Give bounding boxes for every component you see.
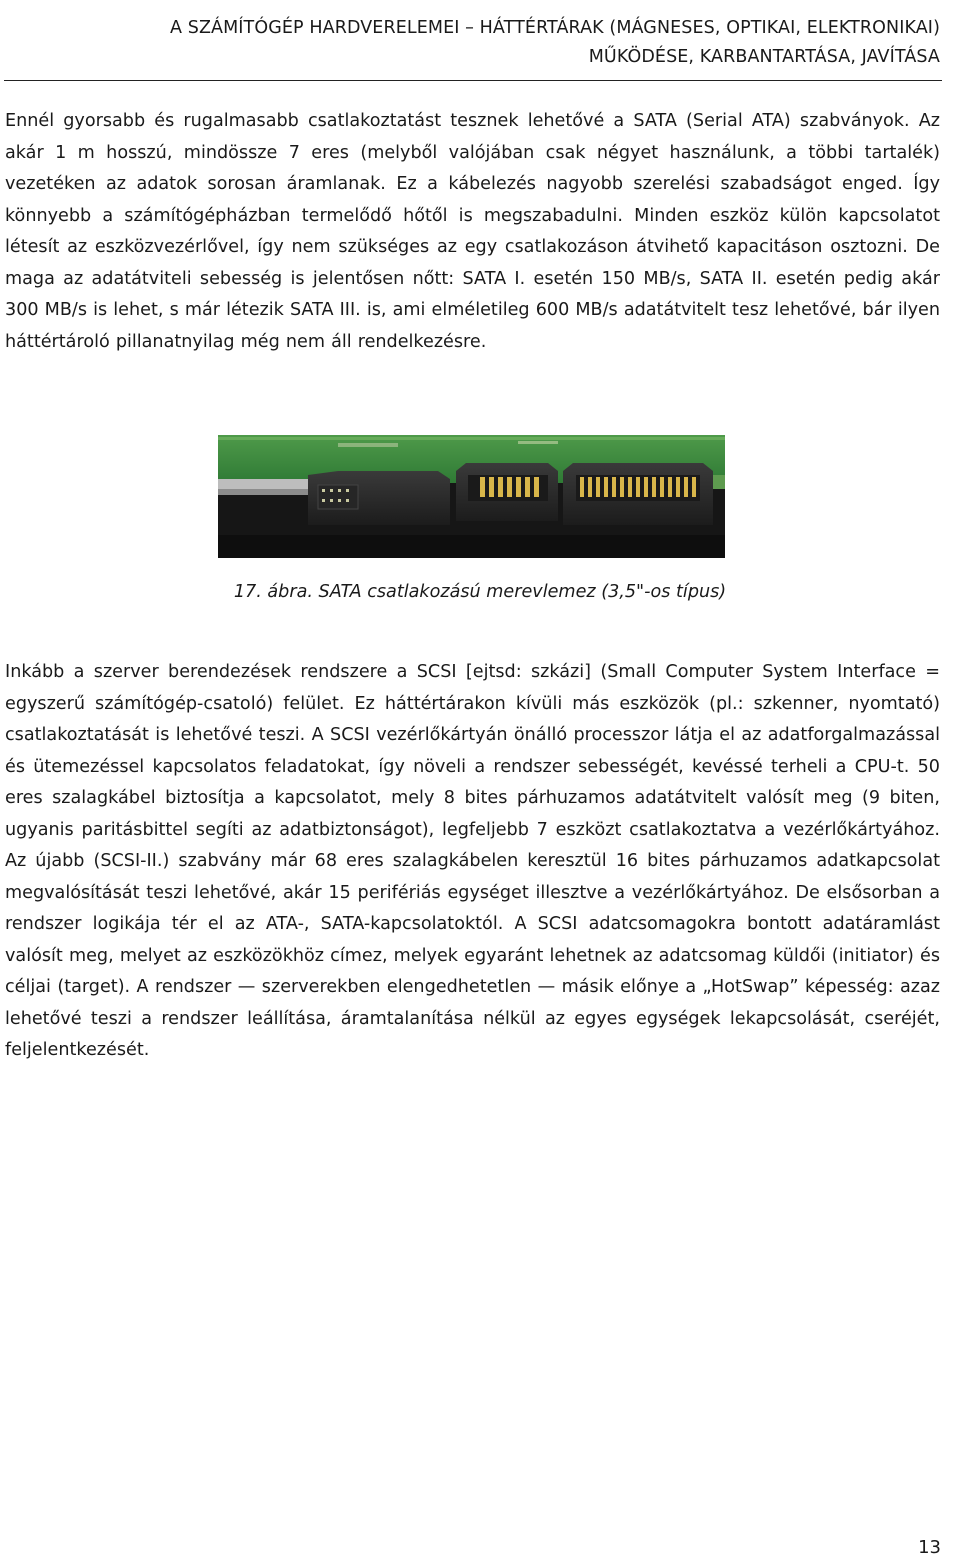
sata-connector-photo xyxy=(218,435,725,558)
figure-caption: 17. ábra. SATA csatlakozású merevlemez (3,5"-os típus) xyxy=(233,582,727,602)
header-divider xyxy=(4,80,942,81)
running-header xyxy=(20,14,940,72)
paragraph-sata: Ennél gyorsabb és rugalmasabb csatlakoztatást tesznek lehetővé a SATA (Serial ATA) szabványok. Az akár 1 m hosszú, mindössze 7 eres (melyből valójában csak négyet használunk, a többi tartalék) vezetéken az adatok sorosan áramlanak. Ez a kábelezés nagyobb szerelési szabadságot enged. Így könnyebb a számítógépházban termelődő hőtől is megszabadulni. Minden eszköz külön kapcsolatot létesít az eszközvezérlővel, így nem szükséges az egy csatlakozáson átvihető kapacitáson osztozni. De maga az adatátviteli sebesség is jelentősen nőtt: SATA I. esetén 150 MB/s, SATA II. esetén pedig akár 300 MB/s is lehet, s már létezik SATA III. is, ami elméletileg 600 MB/s adatátvitelt tesz lehetővé, bár ilyen háttértároló pillanatnyilag még nem áll rendelkezésre. xyxy=(5,111,940,352)
header-line-1: A SZÁMÍTÓGÉP HARDVERELEMEI – HÁTTÉRTÁRAK (MÁGNESES, OPTIKAI, ELEKTRONIKAI) xyxy=(170,18,940,38)
paragraph-scsi: Inkább a szerver berendezések rendszere a SCSI [ejtsd: szkázi] (Small Computer System Interface = egyszerű számítógép-csatoló) felület. Ez háttértárakon kívüli más eszközök (pl.: szkenner, nyomtató) csatlakoztatását is lehetővé teszi. A SCSI vezérlőkártyán önálló processzor látja el az adatforgalmazással és ütemezéssel kapcsolatos feladatokat, így növeli a rendszer sebességét, kevéssé terheli a CPU-t. 50 eres szalagkábel biztosítja a kapcsolatot, mely 8 bites párhuzamos adatátvitelt valósít meg (9 biten, ugyanis paritásbittel segíti az adatbiztonságot), legfeljebb 7 eszközt csatlakoztatva a vezérlőkártyához. Az újabb (SCSI-II.) szabvány már 68 eres szalagkábelen keresztül 16 bites párhuzamos adatkapcsolat megvalósítását teszi lehetővé, akár 15 perifériás egységet illesztve a vezérlőkártyához. De elsősorban a rendszer logikája tér el az ATA-, SATA-kapcsolatoktól. A SCSI adatcsomagokra bontott adatáramlást valósít meg, melyet az eszközökhöz címez, melyek egyaránt lehetnek az adatcsomag küldői (initiator) és céljai (target). A rendszer — szerverekben elengedhetetlen — másik előnye a „HotSwap” képesség: azaz lehetővé teszi a rendszer leállítása, áramtalanítása nélkül az egyes egységek lekapcsolását, cseréjét, feljelentkezését. xyxy=(5,662,940,1060)
header-line-2: MŰKÖDÉSE, KARBANTARTÁSA, JAVÍTÁSA xyxy=(588,47,940,67)
page-number: 13 xyxy=(918,1537,941,1558)
